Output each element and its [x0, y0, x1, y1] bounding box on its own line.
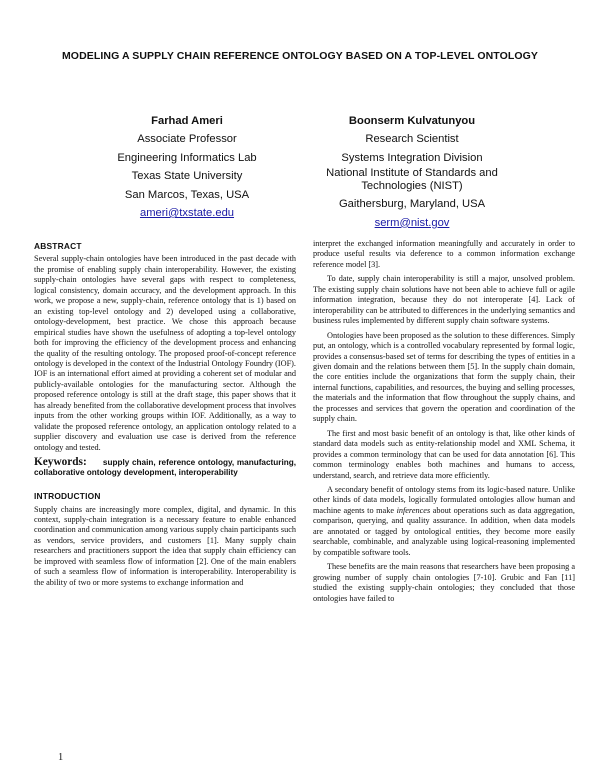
author-email-link[interactable]: ameri@txstate.edu	[139, 207, 235, 220]
abstract-heading: ABSTRACT	[34, 241, 82, 251]
author-institution: National Institute of Standards and Technologies (NIST)	[326, 167, 498, 192]
paragraph: These benefits are the main reasons that researchers have been proposing a growing number of supply chain ontologies [7-10]. Grubic and Fan [11] studied the existing supply-chain ontologies; they concluded that those ontologies have failed to	[313, 562, 575, 603]
keywords	[34, 457, 296, 478]
author-name: Farhad Ameri	[151, 115, 223, 127]
author-location: Gaithersburg, Maryland, USA	[338, 198, 486, 211]
page-number: 1	[58, 752, 64, 763]
right-column	[313, 239, 575, 608]
paragraph: Ontologies have been proposed as the solution to these differences. Simply put, an ontology, which is a controlled vocabulary represented by formal logic, provides a consensus-based set of terms for describing the types of entities in a given domain and the relations between them [5]. In the supply chain domain, the core entities include the organizations that form the supply chain, their internal functions, capabilities, and resources, the buying and selling processes, the materials and the information that flow throughout the supply chains, and the processes and services that govern the operation and coordination of the supply chain.	[313, 330, 575, 424]
introduction-paragraph: Supply chains are increasingly more complex, digital, and dynamic. In this context, supply-chain integration is a necessary feature to enable enhanced coordination and communication among various supply chain participants such as vendors, service providers, and customers [1]. Many supply chain researchers and practitioners support the idea that supply chain efficiency can be improved with seamless flow of information [2]. One of the main enablers of such a seamless flow of information is interoperability. Interoperability is the ability of two or more systems to exchange information and	[34, 504, 296, 587]
paragraph: interpret the exchanged information meaningfully and accurately in order to produce useful results via deference to a common information exchange reference model [3].	[313, 239, 575, 269]
text-segment: about operations such as data aggregation, comparison, querying, and quality assurance. In addition, when data models are annotated or tagged by ontological entities, they become more easily searchable, combinable, and analyzable using logical-reasoning implemented by compatible software tools.	[313, 505, 575, 557]
left-column	[34, 241, 296, 592]
paragraph: To date, supply chain interoperability is still a major, unsolved problem. The existing supply chain solutions have not been able to achieve full or agile information integration, because they do not interoperate [4]. Lack of interoperability can be attributed to differences in the underlying semantics and business rules implemented by different supply chain software systems.	[313, 274, 575, 326]
introduction-heading: INTRODUCTION	[34, 491, 101, 502]
author-email-link[interactable]: serm@nist.gov	[374, 216, 450, 229]
author-name: Boonserm Kulvatunyou	[348, 115, 476, 127]
paper-title: MODELING A SUPPLY CHAIN REFERENCE ONTOLOGY BASED ON A TOP-LEVEL ONTOLOGY	[61, 50, 539, 62]
emphasis-text: inferences	[396, 505, 431, 515]
author-institution: Texas State University	[131, 170, 243, 183]
abstract-text: Several supply-chain ontologies have been introduced in the past decade with the promise of enabling supply chain interoperability. However, the existing supply-chain ontologies have several gaps with respect to completeness, logical consistency, domain accuracy, and the development approach. In this work, we propose a new, supply-chain, reference ontology that is 1) based on an existing top-level ontology and 2) developed using a collaborative, ontology-development, best practice. We chose this approach because empirical studies have shown the usefulness of adopting a top-level ontology both for improving the efficiency of the development process and enhancing the quality of the resulting ontology. The proposed proof-of-concept reference ontology is developed in the context of the Industrial Ontology Foundry (IOF). IOF is an international effort aimed at providing a coherent set of modular and publicly-available ontologies for the manufacturing sector. Although the proposed reference ontology is still at the draft stage, this paper shows that it has already benefited from the collaborative development process that involves inputs from the other working groups within IOF. Additionally, as a way to validate the proposed reference ontology, an application ontology related to a supplier discovery and evaluation use case is derived from the reference ontology and tested.	[34, 254, 296, 452]
text-segment: A secondary benefit of ontology stems from its logic-based nature. Unlike other kinds of data models, logically formulated ontologies allow human and machine agents to make	[313, 484, 575, 515]
paragraph	[313, 485, 575, 558]
author-lab: Engineering Informatics Lab	[117, 151, 257, 164]
author-location: San Marcos, Texas, USA	[124, 188, 250, 201]
keywords-list: supply chain, reference ontology, manufacturing, collaborative ontology development, interoperability	[34, 458, 296, 478]
paragraph: The first and most basic benefit of an ontology is that, like other kinds of standard data models such as entity-relationship model and XML Schema, it provides a common terminology that can be used for data annotation [6]. This common terminology enables both machines and humans to access, understand, search, and retrieve data more efficiently.	[313, 428, 575, 480]
author-lab: Systems Integration Division	[341, 151, 483, 164]
author-position: Research Scientist	[365, 133, 459, 146]
author-position: Associate Professor	[137, 133, 237, 146]
author-block-1	[92, 112, 282, 222]
keywords-label: Keywords:	[34, 456, 87, 469]
author-block-2	[312, 112, 512, 232]
